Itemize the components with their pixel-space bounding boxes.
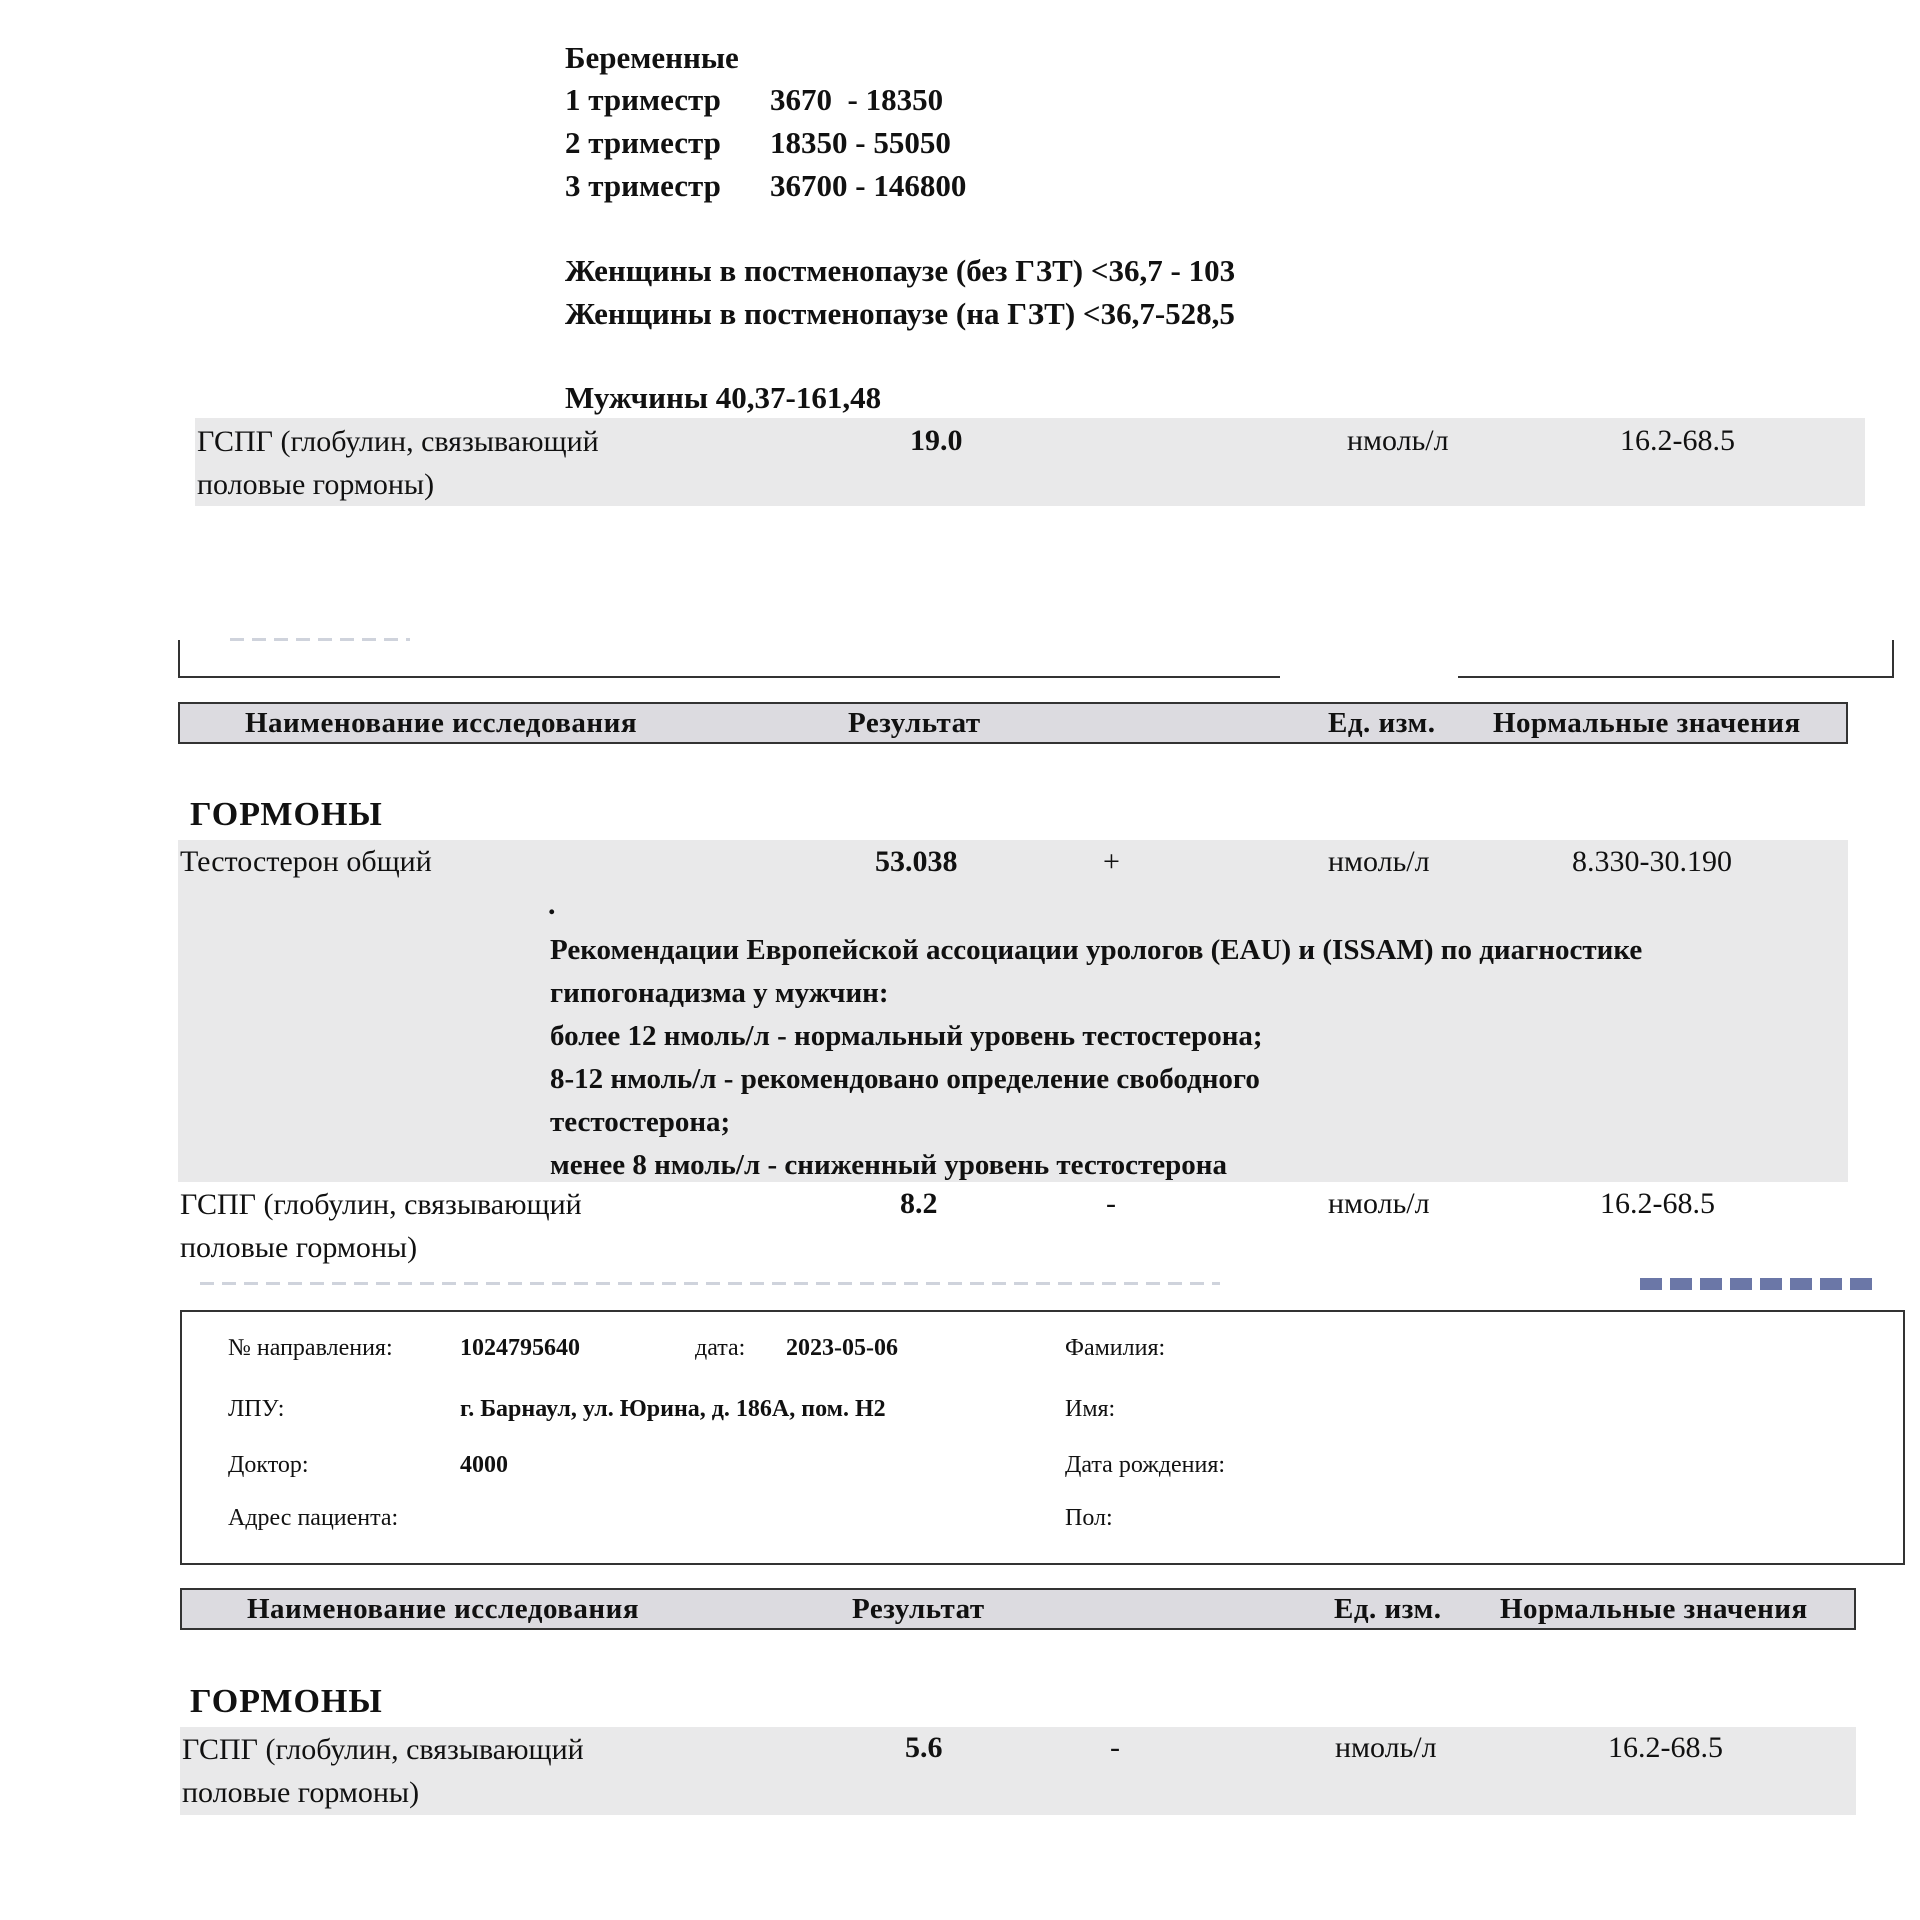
divider [178, 640, 180, 678]
referral-number: 1024795640 [460, 1335, 580, 1361]
referral-label: № направления: [228, 1335, 393, 1361]
column-header-result: Результат [848, 707, 981, 739]
result-value: 5.6 [905, 1731, 943, 1764]
divider [230, 638, 410, 641]
trimester-row [565, 125, 951, 161]
lpu-value: г. Барнаул, ул. Юрина, д. 186А, пом. Н2 [460, 1396, 886, 1422]
column-header-norm: Нормальные значения [1500, 1593, 1808, 1625]
dob-label: Дата рождения: [1065, 1452, 1226, 1478]
test-name-line: половые гормоны) [182, 1776, 420, 1809]
column-header-name: Наименование исследования [247, 1593, 640, 1625]
unit: нмоль/л [1328, 1187, 1430, 1220]
trimester-label: 2 триместр [565, 125, 721, 160]
doctor-value: 4000 [460, 1452, 508, 1478]
divider [1892, 640, 1894, 678]
trimester-range: 3670 - 18350 [770, 82, 944, 117]
address-label: Адрес пациента: [228, 1505, 399, 1531]
trimester-label: 1 триместр [565, 82, 721, 117]
recommendation-note [550, 929, 1850, 1187]
note-line: гипогонадизма у мужчин: [550, 977, 889, 1009]
unit: нмоль/л [1347, 424, 1449, 457]
reference-range: 16.2-68.5 [1620, 424, 1735, 457]
pregnant-title: Беременные [565, 40, 739, 75]
doctor-label: Доктор: [228, 1452, 309, 1478]
test-name-line: половые гормоны) [197, 468, 435, 501]
result-flag: - [1110, 1731, 1120, 1764]
note-line: менее 8 нмоль/л - сниженный уровень тестостерона [550, 1149, 1227, 1181]
section-title: ГОРМОНЫ [190, 1683, 383, 1720]
trimester-row [565, 168, 966, 204]
note-line: более 12 нмоль/л - нормальный уровень тестостерона; [550, 1020, 1263, 1052]
table-header [178, 702, 1848, 744]
result-value: 8.2 [900, 1187, 938, 1220]
reference-range: 16.2-68.5 [1608, 1731, 1723, 1764]
table-header [180, 1588, 1856, 1630]
result-value: 53.038 [875, 845, 958, 878]
reference-range: 8.330-30.190 [1572, 845, 1732, 878]
trimester-range: 18350 - 55050 [770, 125, 951, 160]
men-range: Мужчины 40,37-161,48 [565, 380, 882, 415]
postmenopause-no-hrt: Женщины в постменопаузе (без ГЗТ) <36,7 - 103 [565, 253, 1236, 288]
test-name-line: ГСПГ (глобулин, связывающий [197, 425, 599, 458]
test-name [182, 1728, 584, 1814]
surname-label: Фамилия: [1065, 1335, 1166, 1361]
note-line: тестостерона; [550, 1106, 731, 1138]
date-label: дата: [695, 1335, 746, 1361]
divider [178, 676, 1280, 678]
result-flag: + [1103, 845, 1120, 878]
test-name [180, 1183, 582, 1269]
result-value: 19.0 [910, 424, 963, 457]
reference-range: 16.2-68.5 [1600, 1187, 1715, 1220]
section-title: ГОРМОНЫ [190, 796, 383, 833]
test-name: Тестостерон общий [180, 845, 432, 878]
first-name-label: Имя: [1065, 1396, 1116, 1422]
note-line: 8-12 нмоль/л - рекомендовано определение свободного [550, 1063, 1260, 1095]
unit: нмоль/л [1328, 845, 1430, 878]
date-value: 2023-05-06 [786, 1335, 898, 1361]
divider [200, 1282, 1220, 1285]
trimester-row [565, 82, 943, 118]
lpu-label: ЛПУ: [228, 1396, 285, 1422]
divider [1458, 676, 1894, 678]
column-header-norm: Нормальные значения [1493, 707, 1801, 739]
column-header-unit: Ед. изм. [1334, 1593, 1442, 1625]
column-header-unit: Ед. изм. [1328, 707, 1436, 739]
patient-info-box [180, 1310, 1905, 1565]
postmenopause-hrt: Женщины в постменопаузе (на ГЗТ) <36,7-528,5 [565, 296, 1235, 331]
logo-fragment [1640, 1278, 1880, 1290]
test-name-line: ГСПГ (глобулин, связывающий [180, 1188, 582, 1221]
unit: нмоль/л [1335, 1731, 1437, 1764]
note-line: Рекомендации Европейской ассоциации урологов (EAU) и (ISSAM) по диагностике [550, 934, 1643, 966]
sex-label: Пол: [1065, 1505, 1113, 1531]
note-bullet: . [548, 888, 556, 921]
test-name-line: ГСПГ (глобулин, связывающий [182, 1733, 584, 1766]
column-header-name: Наименование исследования [245, 707, 638, 739]
column-header-result: Результат [852, 1593, 985, 1625]
trimester-label: 3 триместр [565, 168, 721, 203]
test-name-line: половые гормоны) [180, 1231, 418, 1264]
result-flag: - [1106, 1187, 1116, 1220]
test-name [197, 420, 599, 506]
trimester-range: 36700 - 146800 [770, 168, 967, 203]
